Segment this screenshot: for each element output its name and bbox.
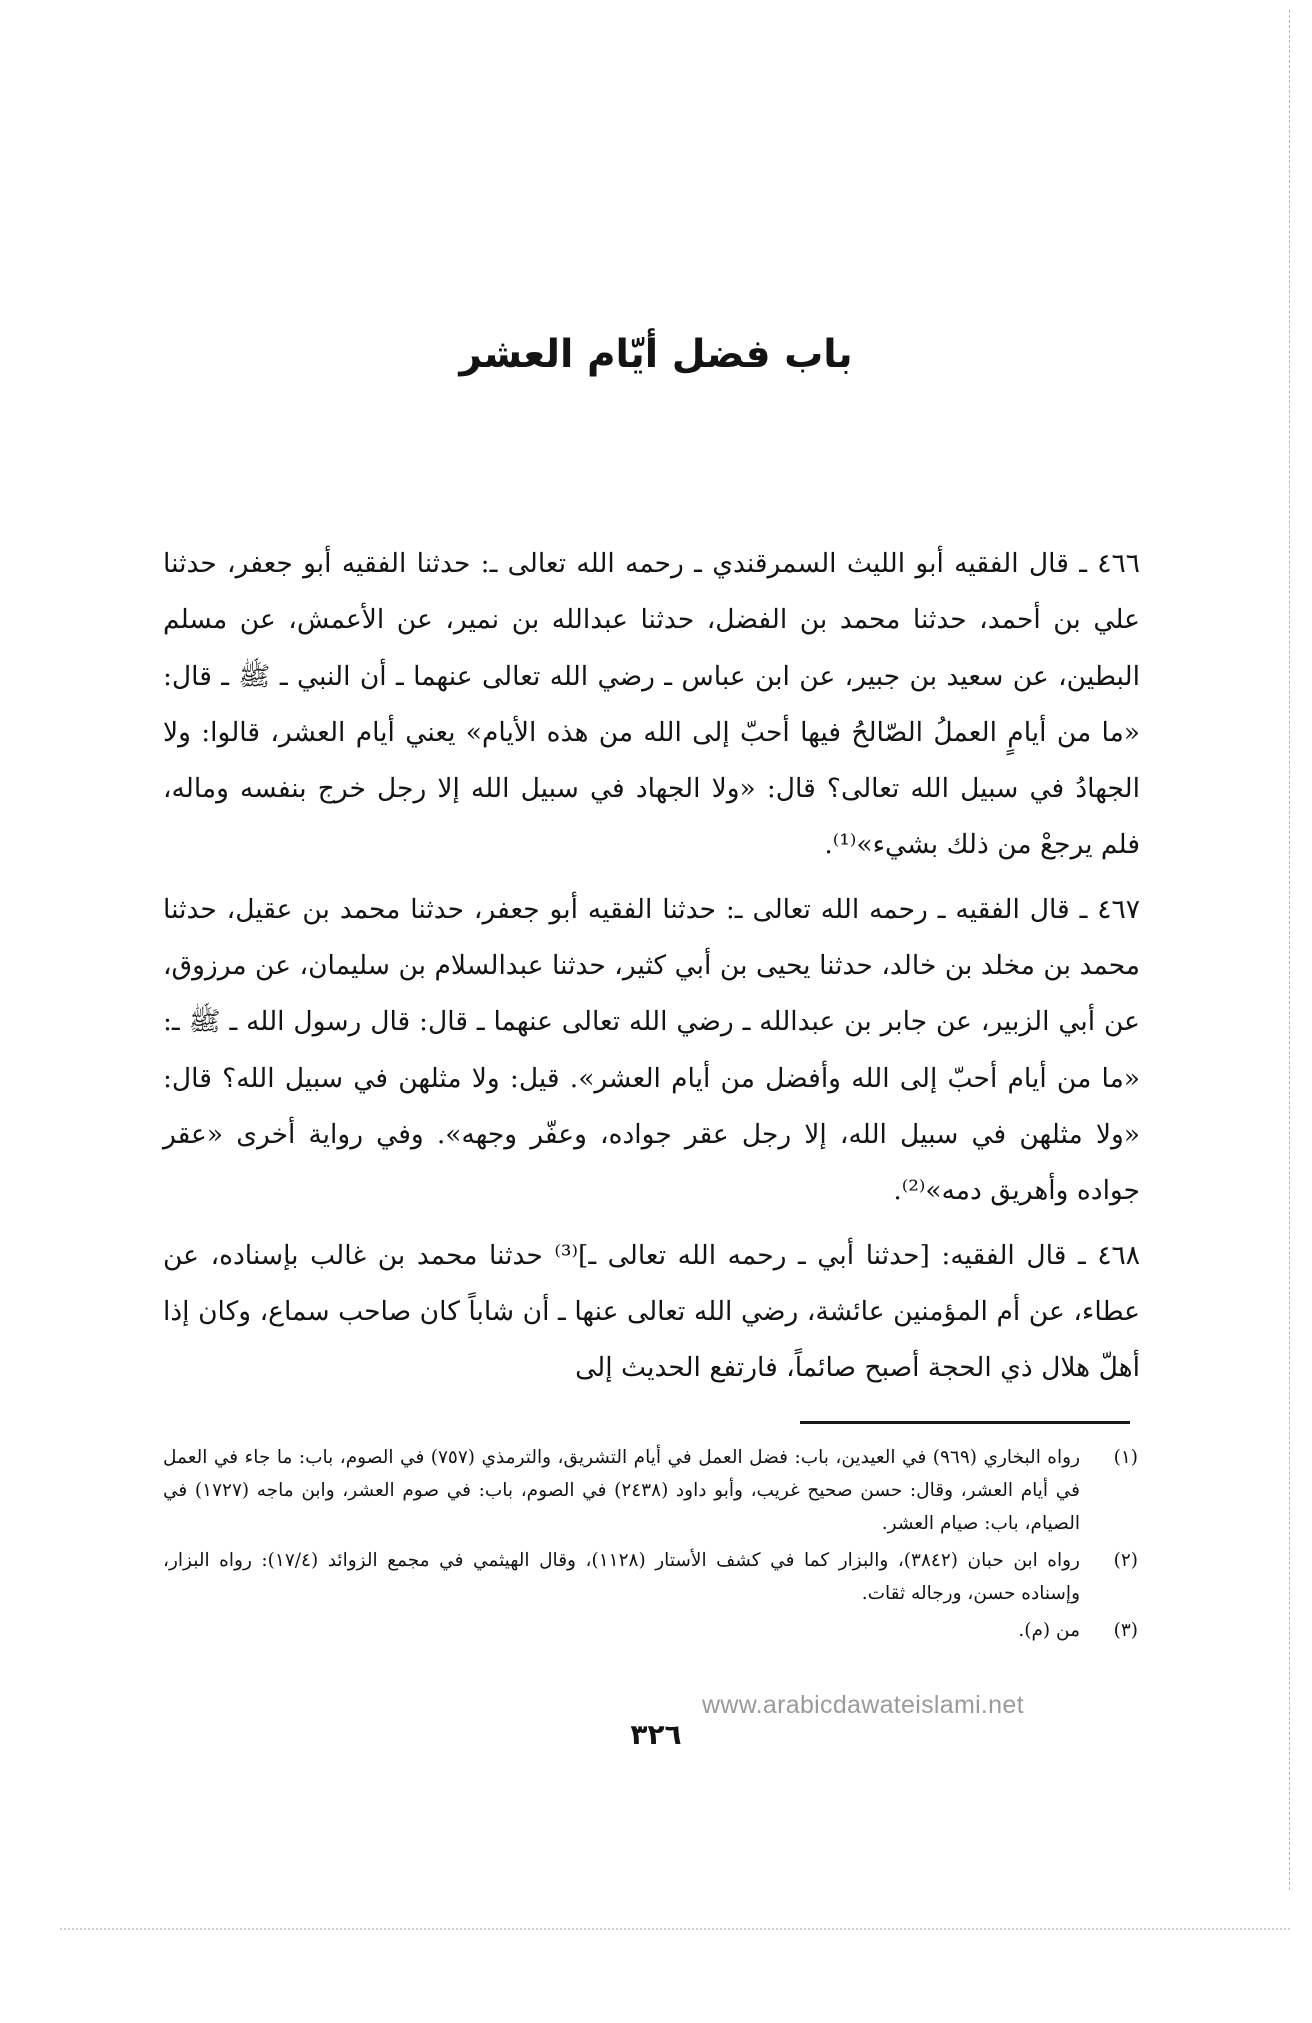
hadith-467-paragraph: ٤٦٧ ـ قال الفقيه ـ رحمه الله تعالى ـ: حدثنا الفقيه أبو جعفر، حدثنا محمد بن عقيل، حدثنا محمد بن مخلد بن خالد، حدثنا يحيى بن أبي كثير، حدثنا عبدالسلام بن سليمان، عن مرزوق، عن أبي الزبير، عن جابر بن عبدالله ـ رضي الله تعالى عنهما ـ قال: قال رسول الله ـ ﷺ ـ: «ما من أيام أحبّ إلى الله وأفضل من أيام العشر». قيل: ولا مثلهن في سبيل الله؟ قال: «ولا مثلهن في سبيل الله، إلا رجل عقر جواده، وعفّر وجهه». وفي رواية أخرى «عقر جواده وأهريق دمه»⁽²⁾. [163, 893, 1140, 1207]
footnote-2 [163, 1544, 1138, 1610]
footnote-1 [163, 1441, 1138, 1540]
footnote-text: رواه البخاري (٩٦٩) في العيدين، باب: فضل العمل في أيام التشريق، والترمذي (٧٥٧) في الصوم، باب: ما جاء في العمل في أيام العشر، وقال: حسن صحيح غريب، وأبو داود (٢٤٣٨) في الصوم، باب: في صوم العشر، وابن ماجه (١٧٢٧) في الصيام، باب: صيام العشر. [163, 1447, 1081, 1534]
page-number: ٣٢٦ [630, 1718, 682, 1751]
hadith-466-paragraph: ٤٦٦ ـ قال الفقيه أبو الليث السمرقندي ـ رحمه الله تعالى ـ: حدثنا الفقيه أبو جعفر، حدثنا علي بن أحمد، حدثنا محمد بن الفضل، حدثنا عبدالله بن نمير، عن الأعمش، عن مسلم البطين، عن سعيد بن جبير، عن ابن عباس ـ رضي الله تعالى عنهما ـ أن النبي ـ ﷺ ـ قال: «ما من أيامٍ العملُ الصّالحُ فيها أحبّ إلى الله من هذه الأيام» يعني أيام العشر، قالوا: ولا الجهادُ في سبيل الله تعالى؟ قال: «ولا الجهاد في سبيل الله إلا رجل خرج بنفسه وماله، فلم يرجعْ من ذلك بشيء»⁽¹⁾. [163, 548, 1140, 861]
chapter-title: باب فضل أيّام العشر [459, 332, 853, 377]
footnotes [163, 1441, 1138, 1651]
footnote-number: (٣) [1113, 1620, 1138, 1641]
footnote-3 [163, 1614, 1138, 1647]
main-text [163, 536, 1140, 1396]
footnote-separator [800, 1421, 1130, 1424]
footnote-text: من (م). [1018, 1620, 1080, 1641]
scan-bottom-dots [60, 1928, 1290, 1930]
page-edge-line [1289, 10, 1290, 1890]
website-watermark: www.arabicdawateislami.net [702, 1691, 1024, 1719]
footnote-text: رواه ابن حبان (٣٨٤٢)، والبزار كما في كشف الأستار (١١٢٨)، وقال الهيثمي في مجمع الزوائد (١٧/٤): رواه البزار، وإسناده حسن، ورجاله ثقات. [163, 1550, 1080, 1604]
footnote-number: (٢) [1113, 1550, 1138, 1571]
hadith-468-paragraph: ٤٦٨ ـ قال الفقيه: [حدثنا أبي ـ رحمه الله تعالى ـ]⁽³⁾ حدثنا محمد بن غالب بإسناده، عن عطاء، عن أم المؤمنين عائشة، رضي الله تعالى عنها ـ أن شاباً كان صاحب سماع، وكان إذا أهلّ هلال ذي الحجة أصبح صائماً، فارتفع الحديث إلى [163, 1239, 1141, 1384]
footnote-number: (١) [1113, 1447, 1138, 1468]
